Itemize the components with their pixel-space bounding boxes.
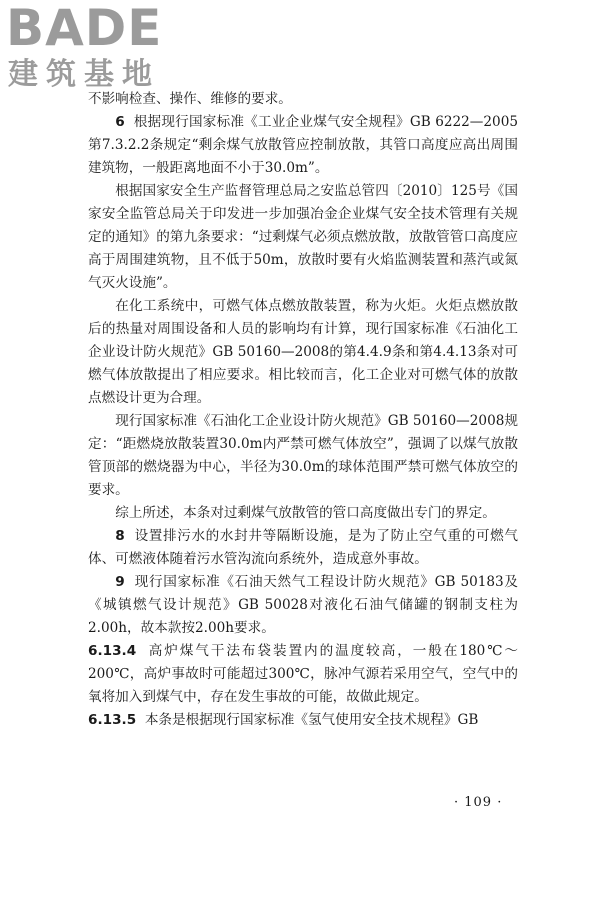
paragraph xyxy=(88,640,518,709)
logo-brand: BADE xyxy=(6,0,163,57)
clause-number: 9 xyxy=(115,574,125,590)
logo-subtitle: 建筑基地 xyxy=(8,57,160,92)
paragraph-text: 综上所述，本条对过剩煤气放散管的管口高度做出专门的界定。 xyxy=(115,505,496,521)
paragraph-text: 不影响检查、操作、维修的要求。 xyxy=(88,91,292,107)
paragraph xyxy=(88,709,518,732)
paragraph-text: 现行国家标准《石油化工企业设计防火规范》GB 50160—2008规定：“距燃烧放散装置30.0m内严禁可燃气体放空”，强调了以煤气放散管顶部的燃烧器为中心，半径为30.0m的球体范围严禁可燃气体放空的要求。 xyxy=(88,413,518,498)
clause-number: 8 xyxy=(115,528,125,544)
clause-number: 6 xyxy=(115,114,125,130)
page-number: · 109 · xyxy=(454,795,503,810)
paragraph-text: 根据现行国家标准《工业企业煤气安全规程》GB 6222—2005第7.3.2.2条规定“剩余煤气放散管应控制放散，其管口高度应高出周围建筑物，一般距离地面不小于30.0m”。 xyxy=(88,114,518,176)
watermark-logo xyxy=(6,0,181,100)
clause-number: 6.13.4 xyxy=(88,643,137,659)
paragraph-text: 本条是根据现行国家标准《氢气使用安全技术规程》GB xyxy=(144,712,479,728)
paragraph xyxy=(88,88,518,111)
paragraph-text: 在化工系统中，可燃气体点燃放散装置，称为火炬。火炬点燃放散后的热量对周围设备和人员的影响均有计算，现行国家标准《石油化工企业设计防火规范》GB 50160—2008的第4.4.9条和第4.4.13条对可燃气体放散提出了相应要求。相比较而言，化工企业对可燃气体的放散点燃设计更为合理。 xyxy=(88,298,518,406)
paragraph-text: 根据国家安全生产监督管理总局之安监总管四〔2010〕125号《国家安全监管总局关于印发进一步加强冶金企业煤气安全技术管理有关规定的通知》的第九条要求：“过剩煤气必须点燃放散，放散管管口高度应高于周围建筑物，且不低于50m，放散时要有火焰监测装置和蒸汽或氮气灭火设施”。 xyxy=(88,183,518,291)
paragraph xyxy=(88,571,518,640)
clause-number: 6.13.5 xyxy=(88,712,137,728)
paragraph xyxy=(88,180,518,295)
paragraph xyxy=(88,295,518,410)
paragraph xyxy=(88,502,518,525)
document-body xyxy=(88,88,518,732)
paragraph-text: 设置排污水的水封井等隔断设施，是为了防止空气重的可燃气体、可燃液体随着污水管沟流向系统外，造成意外事故。 xyxy=(88,528,518,567)
paragraph-text: 现行国家标准《石油天然气工程设计防火规范》GB 50183及《城镇燃气设计规范》GB 50028对液化石油气储罐的钢制支柱为2.00h，故本款按2.00h要求。 xyxy=(88,574,518,636)
paragraph xyxy=(88,111,518,180)
paragraph xyxy=(88,525,518,571)
paragraph xyxy=(88,410,518,502)
paragraph-text: 高炉煤气干法布袋装置内的温度较高，一般在180℃～200℃，高炉事故时可能超过300℃，脉冲气源若采用空气，空气中的氧将加入到煤气中，存在发生事故的可能，故做此规定。 xyxy=(88,643,518,705)
